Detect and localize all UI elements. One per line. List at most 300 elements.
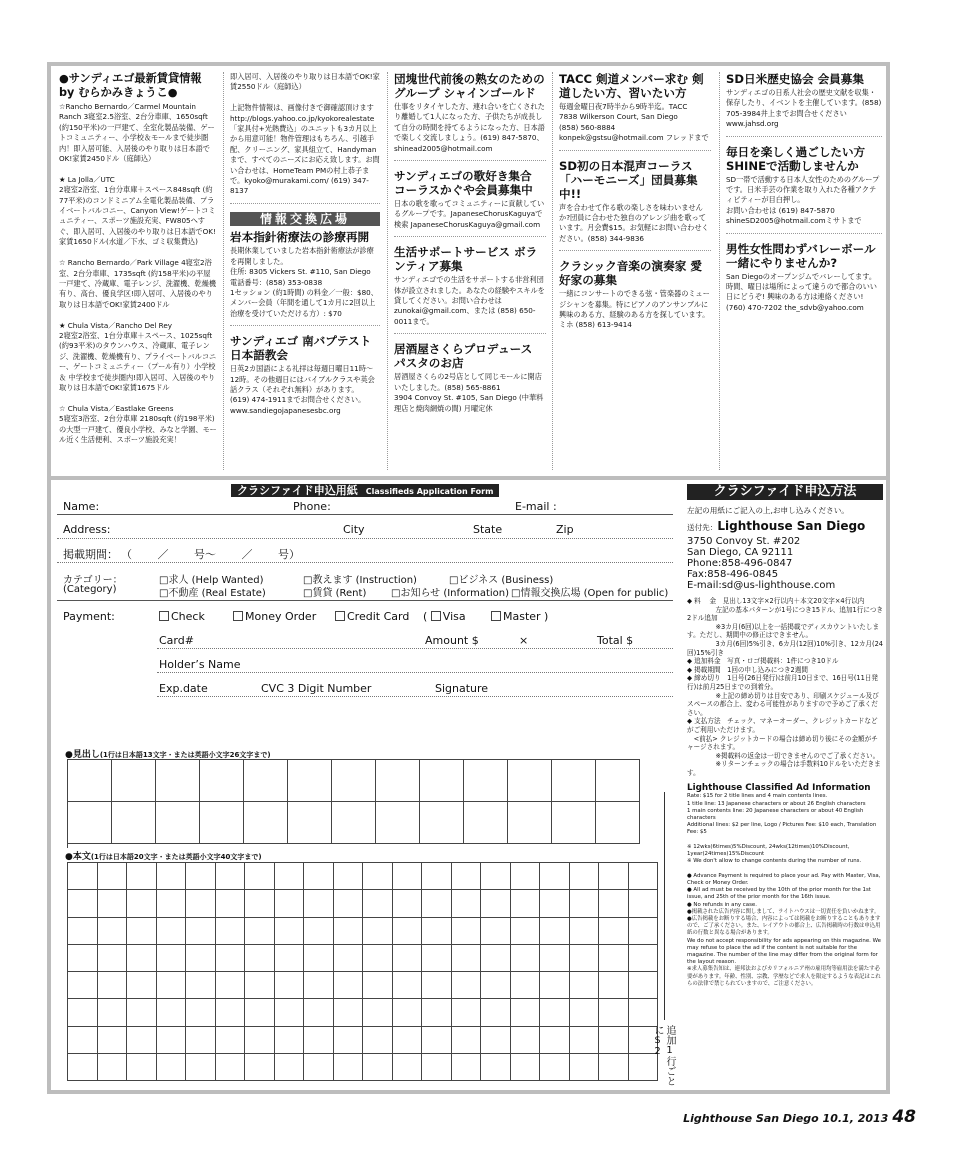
grid-cell[interactable] — [98, 972, 128, 999]
page-frame — [47, 62, 890, 1094]
grid-cell[interactable] — [596, 760, 640, 802]
signature-label: Signature — [435, 682, 489, 695]
grid-cell[interactable] — [363, 999, 393, 1026]
grid-cell[interactable] — [511, 999, 541, 1026]
card-field-line[interactable] — [157, 648, 673, 649]
grid-cell[interactable] — [393, 1027, 423, 1054]
ads-column-3 — [387, 72, 546, 470]
grid-cell[interactable] — [629, 972, 659, 999]
cvc-label: CVC 3 Digit Number — [261, 682, 372, 695]
grid-cell[interactable] — [481, 999, 511, 1026]
grid-cell[interactable] — [422, 1027, 452, 1054]
grid-cell[interactable] — [629, 1054, 659, 1081]
classified-ad — [230, 334, 380, 422]
ads-column-5 — [719, 72, 882, 470]
grid-cell[interactable] — [275, 863, 305, 890]
grid-cell[interactable] — [599, 863, 629, 890]
grid-cell[interactable] — [157, 945, 187, 972]
ad-body: 即入居可、入居後のやり取りは日本語でOK!家賃2550ドル（庭師込） 上記物件情報は、画像付きで御確認頂けますhttp://blogs.yahoo.co.jp/kyokorealestate「家具付+光熱費込」のユニットも3カ月以上から用意可能！物件管理はもちろん、引越手配、クリーニング、家具組立て、Handymanまで、すべてのニーズにお応え致します。お問い合わせは、HomeTeam PMの村上恭子まで。kyoko@murakami.com/ (619) 347-8137 — [230, 72, 380, 196]
category-help-wanted[interactable]: □求人 (Help Wanted) — [159, 575, 264, 586]
grid-cell[interactable] — [422, 1054, 452, 1081]
grid-cell[interactable] — [334, 999, 364, 1026]
grid-cell[interactable] — [540, 890, 570, 917]
state-label: State — [473, 523, 503, 536]
pay-visa-checkbox[interactable]: ( Visa — [423, 610, 466, 623]
grid-cell[interactable] — [68, 890, 98, 917]
grid-cell[interactable] — [599, 918, 629, 945]
grid-cell[interactable] — [127, 972, 157, 999]
grid-cell[interactable] — [393, 972, 423, 999]
grid-cell[interactable] — [452, 972, 482, 999]
grid-cell[interactable] — [334, 1027, 364, 1054]
grid-cell[interactable] — [629, 945, 659, 972]
grid-cell[interactable] — [599, 1054, 629, 1081]
grid-cell[interactable] — [332, 760, 376, 802]
grid-cell[interactable] — [376, 802, 420, 844]
grid-cell[interactable] — [186, 1027, 216, 1054]
grid-cell[interactable] — [304, 972, 334, 999]
grid-cell[interactable] — [68, 972, 98, 999]
grid-cell[interactable] — [157, 863, 187, 890]
grid-cell[interactable] — [363, 945, 393, 972]
brand-name: Lighthouse San Diego — [717, 519, 866, 533]
email-label: E-mail : — [515, 500, 557, 513]
card-number-label: Card# — [159, 634, 194, 647]
grid-cell[interactable] — [127, 945, 157, 972]
checkbox-icon — [335, 611, 345, 621]
grid-cell[interactable] — [540, 945, 570, 972]
grid-cell[interactable] — [540, 999, 570, 1026]
grid-cell[interactable] — [334, 1054, 364, 1081]
grid-cell[interactable] — [127, 863, 157, 890]
grid-cell[interactable] — [334, 972, 364, 999]
grid-cell[interactable] — [156, 760, 200, 802]
grid-cell[interactable] — [275, 972, 305, 999]
period-label: 掲載期間： — [63, 548, 118, 561]
grid-cell[interactable] — [186, 863, 216, 890]
grid-cell[interactable] — [422, 863, 452, 890]
ad-title: SD日米歴史協会 会員募集 — [726, 72, 864, 86]
ad-body: SD一帯で活動する日本人女性のためのグループです。日米手芸の作業を取り入れた各種アクティビティーが目白押し。 お問い合わせは (619) 847-5870 shineSD2005@hotmail.comミサトまで — [726, 174, 880, 226]
grid-cell[interactable] — [363, 972, 393, 999]
grid-cell[interactable] — [481, 972, 511, 999]
grid-cell[interactable] — [481, 890, 511, 917]
grid-cell[interactable] — [275, 1054, 305, 1081]
grid-cell[interactable] — [540, 972, 570, 999]
grid-cell[interactable] — [98, 863, 128, 890]
grid-cell[interactable] — [68, 945, 98, 972]
grid-cell[interactable] — [98, 1027, 128, 1054]
extra-line-note: 追加1行ごとに$2 — [652, 1025, 675, 1086]
grid-cell[interactable] — [570, 890, 600, 917]
grid-cell[interactable] — [452, 918, 482, 945]
ad-title: ●サンディエゴ最新賃貸情報 by むらかみきょうこ● — [59, 72, 202, 99]
ad-body: サンディエゴでの生活をサポートする非営利団体が設立されました。あなたの経験やスキルを貸してください。お問い合わせはzunokai@gmail.com、または (858) 650-0011まで。 — [394, 275, 545, 326]
grid-cell[interactable] — [98, 1054, 128, 1081]
grid-cell[interactable] — [275, 999, 305, 1026]
grid-cell[interactable] — [570, 918, 600, 945]
section-band: 情報交換広場 — [230, 212, 380, 226]
grid-cell[interactable] — [393, 918, 423, 945]
ad-title: 団塊世代前後の熟女のための グループ シャインゴールド — [394, 72, 545, 100]
body-section-label: ●本文(1行は日本語20文字・または英語小文字40文字まで) — [65, 852, 262, 862]
zip-label: Zip — [556, 523, 574, 536]
grid-cell[interactable] — [216, 945, 246, 972]
grid-cell[interactable] — [68, 802, 112, 844]
grid-cell[interactable] — [481, 1027, 511, 1054]
grid-cell[interactable] — [363, 918, 393, 945]
grid-cell[interactable] — [275, 1027, 305, 1054]
pay-credit-checkbox[interactable]: Credit Card — [335, 610, 409, 623]
classified-ad — [726, 72, 882, 137]
grid-cell[interactable] — [363, 863, 393, 890]
ad-title: SD初の日本混声コーラス 「ハーモニーズ」団員募集中!! — [559, 158, 698, 201]
amount-label: Amount $ — [425, 634, 479, 647]
grid-cell[interactable] — [304, 1054, 334, 1081]
ad-body: 毎週金曜日夜7時半から9時半迄。TACC 7838 Wilkerson Court, San Diego (858) 560-8884 konpek@gstsu@hotmail.com フレッドまで — [559, 102, 709, 143]
grid-cell[interactable] — [552, 802, 596, 844]
grid-cell[interactable] — [599, 945, 629, 972]
grid-cell[interactable] — [157, 999, 187, 1026]
grid-cell[interactable] — [540, 1027, 570, 1054]
grid-cell[interactable] — [216, 972, 246, 999]
instructions-title: クラシファイド申込方法 — [687, 484, 883, 500]
headline-section-label: ●見出し(1行は日本語13文字・または英語小文字26文字まで) — [65, 750, 271, 760]
grid-cell[interactable] — [216, 1027, 246, 1054]
grid-cell[interactable] — [68, 918, 98, 945]
grid-cell[interactable] — [304, 999, 334, 1026]
issue-label: Lighthouse San Diego 10.1, 2013 — [683, 1112, 889, 1125]
grid-cell[interactable] — [540, 1054, 570, 1081]
grid-cell[interactable] — [275, 945, 305, 972]
english-info-body: Rate: $15 for 2 title lines and 4 main contents lines. 1 title line: 13 Japanese characters or about 26 English characters 1 main contents line: 20 Japanese characters or about 40 English characters Additional lines: $2 per line, Logo / Pictures Fee: $10 each, Translation Fee: $5 ※ 12wks(6times)5%Discount, 24wks(12times)10%Discount, 1year(24times)15%Discount ※ We don't allow to change contents during the number of runs. ● Advance Payment is required to place your ad. Pay with Master, Visa, Check or Money Order. ● All ad must be received by the 10th of the prior month for the 1st issue, and 25th of the prior month for the 16th issue. ● No refunds in any case. ●掲載された広告内容に関しまして、ライトハウスは一切責任を負いかねます。 ●広告掲載をお断りする場合、内容によっては掲載をお断りすることもありますので、ご了承ください。また、レイアウトの都合上、広告掲載時の行数は申込用紙の行数と異なる場合があります。 We do not accept responsibility for ads appearing on this magazine. We may refuse to place the ad if the content is not suitable for the magazine. The number of the line may differ from the original form for the layout reason. ※求人募集告知は、連邦法およびカリフォルニア州の雇用均等雇用法を満たす必要があります。年齢、性別、宗教、学歴などで求人を限定するような表記はこれらの法律で禁じられていますので、ご注意ください。 — [687, 793, 881, 987]
grid-cell[interactable] — [508, 760, 552, 802]
grid-cell[interactable] — [216, 863, 246, 890]
headline-grid[interactable] — [67, 759, 640, 848]
grid-cell[interactable] — [200, 802, 244, 844]
grid-cell[interactable] — [157, 1054, 187, 1081]
total-label: Total $ — [597, 634, 634, 647]
classified-ad — [559, 159, 711, 252]
application-area — [51, 480, 886, 1090]
grid-cell[interactable] — [112, 802, 156, 844]
grid-cell[interactable] — [68, 999, 98, 1026]
payment-label: Payment: — [63, 610, 115, 623]
grid-cell[interactable] — [156, 802, 200, 844]
classified-ad — [394, 72, 546, 161]
grid-cell[interactable] — [599, 972, 629, 999]
grid-cell[interactable] — [288, 760, 332, 802]
classified-ad — [394, 169, 546, 237]
grid-cell[interactable] — [570, 863, 600, 890]
grid-cell[interactable] — [570, 945, 600, 972]
category-rent[interactable]: □賃貸 (Rent) — [303, 588, 367, 599]
instructions-rules: ◆ 料 金 見出し13文字×2行以内＋本文20文字×4行以内 左記の基本パターンが1号につき15ドル、追加1行につき2ドル追加 ※3カ月(6回)以上を一括掲載でディスカウントいたします。ただし、期間中の修正はできません。 3カ月(6回)5%引き、6カ月(12回)10%引き、12カ月(24回)15%引き ◆ 追加料金 写真・ロゴ掲載料：1件につき10ドル ◆ 掲載期間 1回の申し込みにつき2週間 ◆ 締め切り 1日号(26日発行)は前月10日まで、16日号(11日発行)は前月25日までの到着分。 ※上記の締め切りは目安であり、印刷スケジュール及びスペースの都合上、変わる可能性がありますので予めご了承ください。 ◆ 支払方法 チェック、マネーオーダー、クレジットカードなどがご利用いただけます。 <前払> クレジットカードの場合は締め切り後にその金額がチャージされます。 ※掲載料の返金は一切できませんのでご了承ください。 ※リターンチェックの場合は手数料10ドルをいただきます。 — [687, 597, 883, 777]
grid-cell[interactable] — [570, 1027, 600, 1054]
grid-cell[interactable] — [570, 999, 600, 1026]
holder-name-label: Holder’s Name — [159, 658, 241, 671]
grid-cell[interactable] — [157, 918, 187, 945]
grid-cell[interactable] — [304, 1027, 334, 1054]
grid-cell[interactable] — [186, 1054, 216, 1081]
grid-cell[interactable] — [481, 918, 511, 945]
grid-cell[interactable] — [363, 890, 393, 917]
classified-ad — [394, 245, 546, 334]
address-field-line[interactable] — [57, 538, 673, 539]
grid-cell[interactable] — [393, 863, 423, 890]
application-instructions — [687, 480, 883, 1090]
grid-cell[interactable] — [186, 999, 216, 1026]
period-field-line — [57, 562, 673, 563]
grid-cell[interactable] — [452, 1027, 482, 1054]
ad-body: サンディエゴの日系人社会の歴史文献を収集・保存したり、イベントを主催しています。(858) 705-3984井上までお問合せください www.jahsd.org — [726, 88, 882, 129]
grid-cell[interactable] — [334, 890, 364, 917]
grid-cell[interactable] — [334, 945, 364, 972]
grid-cell[interactable] — [186, 890, 216, 917]
grid-cell[interactable] — [511, 890, 541, 917]
grid-cell[interactable] — [511, 972, 541, 999]
grid-cell[interactable] — [245, 918, 275, 945]
grid-cell[interactable] — [186, 945, 216, 972]
classified-ad — [230, 212, 380, 326]
grid-cell[interactable] — [422, 890, 452, 917]
grid-cell[interactable] — [363, 1027, 393, 1054]
category-business[interactable]: □ビジネス (Business) — [449, 575, 554, 586]
grid-cell[interactable] — [508, 802, 552, 844]
ad-body: 仕事をリタイヤした方、連れ合いを亡くされたり離婚して1人になった方、子供たちが成長して自分の時間を持てるようになった方、日本語で楽しく交流しましょう。(619) 847-5870、shinead2005@hotmail.com — [394, 102, 545, 153]
category-label: カテゴリー： — [63, 575, 123, 586]
grid-cell[interactable] — [420, 802, 464, 844]
grid-cell[interactable] — [334, 918, 364, 945]
grid-cell[interactable] — [244, 760, 288, 802]
instructions-intro: 左記の用紙にご記入の上,お申し込みください。 — [687, 506, 849, 515]
classified-ad — [59, 72, 217, 451]
grid-cell[interactable] — [599, 1027, 629, 1054]
pay-master-checkbox[interactable]: Master ) — [491, 610, 548, 623]
holder-field-line[interactable] — [157, 672, 673, 673]
application-form — [51, 480, 681, 1090]
extra-line-bracket — [664, 792, 665, 1020]
grid-cell[interactable] — [216, 918, 246, 945]
grid-cell[interactable] — [540, 863, 570, 890]
grid-cell[interactable] — [511, 1027, 541, 1054]
address-label: Address: — [63, 523, 111, 536]
grid-cell[interactable] — [334, 863, 364, 890]
ad-title: サンディエゴの歌好き集合 コーラスかぐや会員募集中 — [394, 169, 533, 198]
grid-cell[interactable] — [186, 918, 216, 945]
grid-cell[interactable] — [452, 945, 482, 972]
category-real-estate[interactable]: □不動産 (Real Estate) — [159, 588, 266, 599]
ad-body: 日本の歌を歌ってコミュニティーに貢献しているグループです。JapaneseChorusKaguyaで検索 JapaneseChorusKaguya@gmail.com — [394, 199, 545, 229]
grid-cell[interactable] — [275, 890, 305, 917]
grid-cell[interactable] — [481, 945, 511, 972]
grid-cell[interactable] — [157, 1027, 187, 1054]
checkbox-icon — [491, 611, 501, 621]
grid-cell[interactable] — [393, 890, 423, 917]
classified-ad — [394, 342, 546, 420]
name-label: Name: — [63, 500, 100, 513]
ad-title: 毎日を楽しく過ごしたい方 SHINEで活動しませんか — [726, 144, 866, 173]
grid-cell[interactable] — [420, 760, 464, 802]
grid-cell[interactable] — [98, 890, 128, 917]
classified-ads-area — [51, 66, 886, 476]
grid-cell[interactable] — [452, 1054, 482, 1081]
classified-ad — [559, 72, 711, 151]
category-information[interactable]: □お知らせ (Information) — [391, 588, 510, 599]
grid-cell[interactable] — [363, 1054, 393, 1081]
page-number: 48 — [892, 1107, 916, 1127]
ad-body: 声を合わせて作る歌の楽しさを味わいませんか?団員に合わせた独自のアレンジ曲を歌っています。月会費$15。お気軽にお問い合わせください。(858) 344-9836 — [559, 202, 709, 243]
grid-cell[interactable] — [98, 918, 128, 945]
ad-title: 居酒屋さくらプロデュース パスタのお店 — [394, 342, 533, 371]
grid-cell[interactable] — [452, 863, 482, 890]
grid-cell[interactable] — [481, 1054, 511, 1081]
ads-column-1 — [59, 72, 217, 470]
grid-cell[interactable] — [452, 999, 482, 1026]
contact-address: 3750 Convoy St. #202 San Diego, CA 92111 Phone:858-496-0847 Fax:858-496-0845 E-mail:sd@us-lighthouse.com — [687, 536, 836, 591]
grid-cell[interactable] — [629, 863, 659, 890]
grid-cell[interactable] — [570, 1054, 600, 1081]
grid-cell[interactable] — [422, 972, 452, 999]
classified-ad — [726, 242, 882, 320]
grid-cell[interactable] — [200, 760, 244, 802]
ad-title: 岩本指針術療法の診療再開 — [230, 230, 370, 245]
grid-cell[interactable] — [127, 1054, 157, 1081]
grid-cell[interactable] — [98, 999, 128, 1026]
grid-cell[interactable] — [127, 1027, 157, 1054]
grid-cell[interactable] — [570, 972, 600, 999]
exp-field-line[interactable] — [157, 696, 673, 697]
grid-cell[interactable] — [245, 890, 275, 917]
grid-cell[interactable] — [157, 890, 187, 917]
form-title-en: Classifieds Application Form — [365, 487, 494, 496]
ad-body: 長期休業していました岩本指針術療法が診療を再開しました。 住所: 8305 Vickers St. #110, San Diego 電話番号：(858) 353-0838 1セッション (約1時間) の料金／一般：$80、メンバー会員（年間を通して1カ月に2回以上治療を受けていただける方）: $70 — [230, 246, 378, 318]
grid-cell[interactable] — [540, 918, 570, 945]
form-title: クラシファイド申込用紙 Classifieds Application Form — [231, 484, 499, 497]
grid-cell[interactable] — [422, 918, 452, 945]
grid-cell[interactable] — [552, 760, 596, 802]
period-field[interactable]: （ ／ 号〜 ／ 号） — [121, 548, 300, 561]
category-instruction[interactable]: □教えます (Instruction) — [303, 575, 417, 586]
grid-cell[interactable] — [511, 863, 541, 890]
grid-cell[interactable] — [275, 918, 305, 945]
grid-cell[interactable] — [127, 918, 157, 945]
exp-date-label: Exp.date — [159, 682, 208, 695]
phone-label: Phone: — [293, 500, 331, 513]
grid-cell[interactable] — [629, 890, 659, 917]
pay-check-checkbox[interactable]: Check — [159, 610, 205, 623]
grid-cell[interactable] — [245, 863, 275, 890]
grid-cell[interactable] — [216, 890, 246, 917]
grid-cell[interactable] — [186, 972, 216, 999]
ad-body: San Diegoのオープンジムでバレーしてます。時間、曜日は場所によって違うので都合のいい日にどうぞ! 興味のある方は連絡ください! (760) 470-7202 the_sdvb@yahoo.com — [726, 271, 877, 312]
category-open-public[interactable]: □情報交換広場 (Open for public) — [511, 588, 669, 599]
city-label: City — [343, 523, 365, 536]
grid-cell[interactable] — [332, 802, 376, 844]
grid-cell[interactable] — [127, 890, 157, 917]
grid-cell[interactable] — [599, 890, 629, 917]
grid-cell[interactable] — [511, 945, 541, 972]
grid-cell[interactable] — [511, 1054, 541, 1081]
page-footer — [683, 1107, 916, 1127]
grid-cell[interactable] — [157, 972, 187, 999]
grid-cell[interactable] — [464, 802, 508, 844]
grid-cell[interactable] — [422, 945, 452, 972]
times-sign: × — [519, 634, 529, 647]
ad-body: ☆Rancho Bernardo／Carmel Mountain Ranch 3寝室2.5浴室、2台分車庫、1650sqft (約150平米)の一戸建て、全室化製品装備、ゲートコミュニティー、小学校＆モールまで徒歩圏内！即入居可能、入居後のやり取りは日本語でOK!家賃2450ドル（庭師込） ★ La Jolla／UTC 2寝室2浴室、1台分車庫＋スペース848sqft (約77平米)のコンドミニアム全電化製品装備、プライベートバルコニー、Canyon View!ゲートコミュニティー、スポーツ施設充実、FW805へすぐ、即入居可、入居後のやり取りは日本語でOK!家賃1650ドル(水道／下水、ゴミ収集費込) ☆ Rancho Bernardo／Park Village 4寝室2浴室、2台分車庫、1735sqft (約158平米)の平屋一戸建て、冷蔵庫、電子レンジ、洗濯機、乾燥機有り、高台、優良学区!即入居可、入居後のやり取りは日本語でOK!家賃2400ドル ★ Chula Vista／Rancho Del Rey 2寝室2浴室、1台分車庫＋スペース、1025sqft (約93平米)のタウンハウス、冷蔵庫、電子レンジ、洗濯機、乾燥機有り、プライベートバルコニー、ゲートコミュニティー（プール有り）小学校 ＆ 中学校まで徒歩圏内!即入居可、入居後のやり取りは日本語でOK!家賃1675ドル ☆ Chula Vista／Eastlake Greens 5寝室3浴室、2台分車庫 2180sqft (約198平米)の大型一戸建て、優良小学校、みなと学園、モール近く生活便利、スポーツ施設充実！ — [59, 102, 217, 444]
category-divider — [57, 600, 673, 601]
grid-cell[interactable] — [393, 999, 423, 1026]
grid-cell[interactable] — [245, 1054, 275, 1081]
ad-title: 男性女性問わずバレーボール 一緒にやりませんか? — [726, 241, 876, 270]
category-label-en: (Category) — [63, 584, 117, 595]
grid-cell[interactable] — [68, 1054, 98, 1081]
name-field-line[interactable] — [57, 514, 673, 515]
grid-cell[interactable] — [245, 945, 275, 972]
grid-cell[interactable] — [422, 999, 452, 1026]
grid-cell[interactable] — [304, 918, 334, 945]
grid-cell[interactable] — [216, 1054, 246, 1081]
grid-cell[interactable] — [304, 863, 334, 890]
grid-cell[interactable] — [245, 972, 275, 999]
grid-cell[interactable] — [98, 945, 128, 972]
ads-column-2 — [223, 72, 380, 470]
grid-cell[interactable] — [629, 999, 659, 1026]
ad-title: サンディエゴ 南バプテスト日本語教会 — [230, 334, 372, 363]
ad-title: TACC 剣道メンバー求む 剣道したい方、習いたい方 — [559, 72, 704, 100]
grid-cell[interactable] — [393, 945, 423, 972]
pay-money-order-checkbox[interactable]: Money Order — [233, 610, 316, 623]
grid-cell[interactable] — [244, 802, 288, 844]
grid-cell[interactable] — [304, 890, 334, 917]
grid-cell[interactable] — [127, 999, 157, 1026]
grid-cell[interactable] — [393, 1054, 423, 1081]
grid-cell[interactable] — [452, 890, 482, 917]
ad-body: 居酒屋さくらの2号店として同じモールに開店いたしました。(858) 565-8861 3904 Convoy St. #105, San Diego (中華料理店と焼肉網焼の間) 月曜定休 — [394, 372, 544, 413]
classified-ad — [559, 259, 711, 337]
ad-body: 日英2カ国語による礼拝は毎週日曜日11時〜12時。その他週日にはバイブルクラスや英会話クラス（それぞれ無料）があります。 (619) 474-1911までお問合せください。 www.sandiegojapanesesbc.org — [230, 364, 375, 415]
grid-cell[interactable] — [376, 760, 420, 802]
send-to-label: 送付先： — [687, 523, 718, 532]
ad-title: 生活サポートサービス ボランティア募集 — [394, 245, 538, 274]
classified-ad — [230, 72, 380, 204]
body-grid[interactable] — [67, 862, 658, 1081]
grid-cell[interactable] — [112, 760, 156, 802]
grid-cell[interactable] — [304, 945, 334, 972]
ad-body: 一緒にコンサートのできる弦・管楽器のミュージシャンを募集。特にピアノのアンサンブルに興味のある方、経験のある方を探しています。ミホ (858) 613-9414 — [559, 289, 710, 330]
grid-cell[interactable] — [68, 760, 112, 802]
ads-column-4 — [552, 72, 711, 470]
grid-cell[interactable] — [245, 999, 275, 1026]
grid-cell[interactable] — [68, 863, 98, 890]
grid-cell[interactable] — [216, 999, 246, 1026]
english-info-title: Lighthouse Classified Ad Information — [687, 783, 871, 794]
grid-cell[interactable] — [481, 863, 511, 890]
grid-cell[interactable] — [464, 760, 508, 802]
grid-cell[interactable] — [511, 918, 541, 945]
classified-ad — [726, 145, 882, 234]
grid-cell[interactable] — [629, 918, 659, 945]
checkbox-icon — [431, 611, 441, 621]
grid-cell[interactable] — [68, 1027, 98, 1054]
grid-cell[interactable] — [599, 999, 629, 1026]
grid-cell[interactable] — [596, 802, 640, 844]
checkbox-icon — [233, 611, 243, 621]
grid-cell[interactable] — [245, 1027, 275, 1054]
grid-cell[interactable] — [288, 802, 332, 844]
ad-title: クラシック音楽の演奏家 愛好家の募集 — [559, 259, 702, 288]
checkbox-icon — [159, 611, 169, 621]
